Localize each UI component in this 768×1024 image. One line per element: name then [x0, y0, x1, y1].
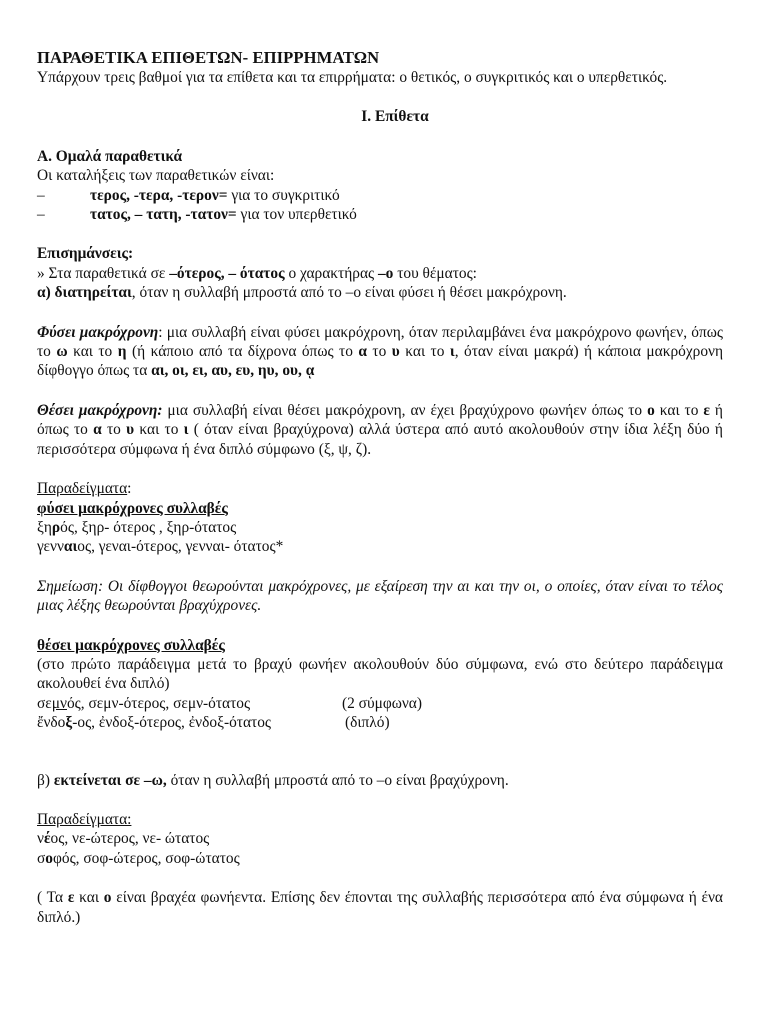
ending-text: τατος, – τατη, -τατον=: [90, 206, 237, 224]
endings-intro: Οι καταλήξεις των παραθετικών είναι:: [37, 167, 275, 185]
fysei-examples-label: φύσει μακρόχρονες συλλαβές: [37, 499, 228, 517]
thesei-definition: Θέσει μακρόχρονη: μια συλλαβή είναι θέσει μακρόχρονη, αν έχει βραχύχρονο φωνήεν όπως το ο και το ε ή όπως το α το υ και το ι ( όταν είναι βραχύχρονα) αλλά ύστερα από αυτό ακολουθούν στην ίδια λέξη δύο ή περισσότερα σύμφωνα ή ένα διπλό σύμφωνο (ξ, ψ, ζ).: [37, 401, 723, 458]
example-endoxos: ἔνδοξ-ος, ἐνδοξ-ότερος, ἐνδοξ-ότατος (διπλό): [37, 714, 390, 732]
section-heading: I. Επίθετα: [361, 108, 429, 126]
page-title: ΠΑΡΑΘΕΤΙΚΑ ΕΠΙΘΕΤΩΝ- ΕΠΙΡΡΗΜΑΤΩΝ: [37, 48, 380, 67]
example-sofos: σοφός, σοφ-ώτερος, σοφ-ώτατος: [37, 849, 240, 867]
notes-heading: Επισημάνσεις:: [37, 245, 134, 263]
ending-desc: για τον υπερθετικό: [236, 206, 357, 224]
list-dash: –: [37, 206, 45, 224]
example-gennaios: γενναιος, γεναι-ότερος, γενναι- ότατος*: [37, 538, 284, 556]
examples-label-2: Παραδείγματα:: [37, 810, 132, 828]
document-page: [37, 48, 723, 927]
italic-note: Σημείωση: Οι δίφθογγοι θεωρούνται μακρόχρονες, με εξαίρεση την αι και την οι, ο οποίες, όταν είναι το τέλος μιας λέξης θεωρούνται βραχύχρονες.: [37, 577, 723, 615]
list-dash: –: [37, 186, 45, 204]
thesei-explanation: (στο πρώτο παράδειγμα μετά το βραχύ φωνήεν ακολουθούν δύο σύμφωνα, ενώ στο δεύτερο παράδειγμα ακολουθεί ένα διπλό): [37, 655, 723, 693]
thesei-examples-label: θέσει μακρόχρονες συλλαβές: [37, 636, 225, 654]
ending-text: τερος, -τερα, -τερον=: [90, 186, 228, 204]
example-xiros: ξηρός, ξηρ- ότερος , ξηρ-ότατος: [37, 518, 237, 536]
final-note: ( Τα ε και ο είναι βραχέα φωνήεντα. Επίσης δεν έπονται της συλλαβής περισσότερα από ένα σύμφωνα ή ένα διπλό.): [37, 889, 723, 926]
fysei-definition: Φύσει μακρόχρονη: μια συλλαβή είναι φύσει μακρόχρονη, όταν περιλαμβάνει ένα μακρόχρονο φωνήεν, όπως το ω και το η (ή κάποιο από τα δίχρονα όπως το α το υ και το ι, όταν είναι μακρά) ή κάποια μακρόχρονη δίφθογγο όπως τα αι, οι, ει, αυ, ευ, ηυ, ου, ᾳ: [37, 323, 724, 380]
example-semnos: σεμνός, σεμν-ότερος, σεμν-ότατος (2 σύμφωνα): [37, 694, 422, 712]
note-line-1: » Στα παραθετικά σε –ότερος, – ότατος ο χαρακτήρας –ο του θέματος:: [37, 264, 477, 282]
example-neos: νέος, νε-ώτερος, νε- ώτατος: [37, 830, 210, 848]
intro-paragraph: Υπάρχουν τρεις βαθμοί για τα επίθετα και τα επιρρήματα: ο θετικός, ο συγκριτικός και ο υπερθετικός.: [37, 69, 668, 86]
fysei-term: Φύσει μακρόχρονη: [37, 323, 159, 341]
ending-superlative: [37, 205, 723, 224]
note-line-2: α) διατηρείται, όταν η συλλαβή μπροστά από το –ο είναι φύσει ή θέσει μακρόχρονη.: [37, 284, 567, 302]
ending-comparative: [37, 186, 723, 205]
ending-desc: για το συγκριτικό: [227, 186, 340, 204]
beta-rule: β) εκτείνεται σε –ω, όταν η συλλαβή μπροστά από το –ο είναι βραχύχρονη.: [37, 771, 509, 789]
thesei-term: Θέσει μακρόχρονη:: [37, 401, 163, 419]
subsection-heading: Α. Ομαλά παραθετικά: [37, 147, 183, 165]
examples-label: Παραδείγματα:: [37, 480, 132, 498]
